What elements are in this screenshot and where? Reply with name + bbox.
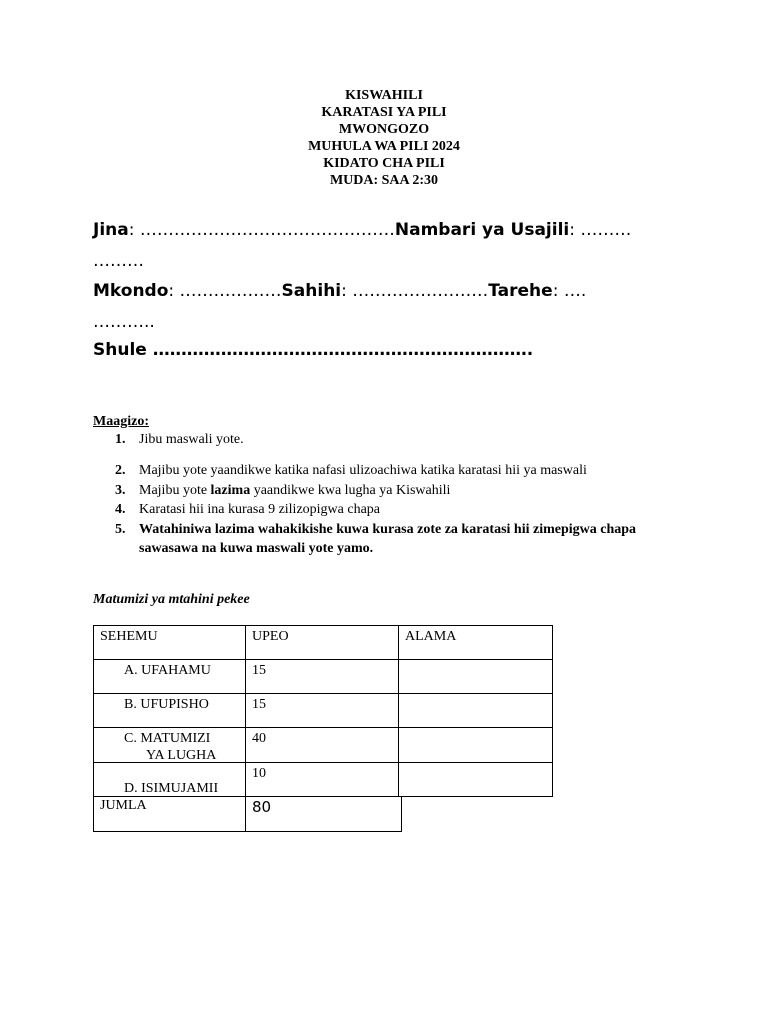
school-label: Shule (93, 340, 153, 360)
table-row-max: 40 (245, 727, 399, 763)
name-label: Jina (93, 220, 129, 240)
table-header-section: SEHEMU (93, 625, 246, 660)
name-field[interactable]: : ……………………………………… (128, 220, 395, 240)
table-header-score: ALAMA (398, 625, 553, 660)
instruction-text: Majibu yote yaandikwe katika nafasi ulizoachiwa katika karatasi hii ya maswali (139, 463, 587, 478)
table-total-value: 80 (245, 796, 402, 832)
instruction-text: Watahiniwa lazima wahakikishe kuwa kurasa zote za karatasi hii zimepigwa chapa sawasawa na kuwa maswali yote yamo. (139, 522, 637, 556)
table-row-max: 15 (245, 659, 399, 694)
table-row-section: C. MATUMIZI YA LUGHA (93, 727, 246, 763)
exam-header (0, 87, 768, 189)
instruction-number: 5. (115, 522, 126, 537)
instructions-title: Maagizo: (93, 414, 149, 429)
instruction-number: 1. (115, 432, 126, 447)
name-reg-line (93, 220, 631, 240)
table-row-section: B. UFUPISHO (93, 693, 246, 728)
table-row-score[interactable] (398, 762, 553, 797)
instruction-text: Jibu maswali yote. (139, 432, 244, 447)
table-header-max: UPEO (245, 625, 399, 660)
stream-label: Mkondo (93, 281, 169, 301)
table-row-section: A. UFAHAMU (93, 659, 246, 694)
stream-sign-date-line (93, 281, 586, 301)
date-field[interactable]: : …. (552, 281, 587, 301)
reg-field-cont[interactable]: ……… (93, 251, 144, 271)
term-title: MUHULA WA PILI 2024 (308, 139, 460, 154)
school-field[interactable]: …………………………………………………………. (152, 340, 534, 360)
table-row-section-cont: YA LUGHA (146, 748, 217, 763)
instruction-text: Majibu yote lazima yaandikwe kwa lugha ya Kiswahili (139, 483, 451, 498)
reg-label: Nambari ya Usajili (394, 220, 570, 240)
reg-field[interactable]: : ……… (569, 220, 632, 240)
emphasis-word: lazima (210, 483, 251, 498)
table-row-section: D. ISIMUJAMII (93, 762, 246, 797)
table-row-score[interactable] (398, 659, 553, 694)
school-line (93, 340, 533, 360)
table-row-score[interactable] (398, 693, 553, 728)
table-row-score[interactable] (398, 727, 553, 763)
instruction-number: 4. (115, 502, 126, 517)
instruction-text: Karatasi hii ina kurasa 9 zilizopigwa chapa (139, 502, 381, 517)
instruction-number: 3. (115, 483, 126, 498)
form-title: KIDATO CHA PILI (323, 156, 445, 171)
table-caption: Matumizi ya mtahini pekee (93, 592, 250, 607)
subject-title: KISWAHILI (345, 88, 423, 103)
date-field-cont[interactable]: ……….. (93, 312, 155, 332)
duration-text: MUDA: SAA 2:30 (329, 173, 439, 188)
table-row-max: 15 (245, 693, 399, 728)
sign-label: Sahihi (281, 281, 342, 301)
paper-title: KARATASI YA PILI (321, 105, 447, 120)
sign-field[interactable]: : …………………… (341, 281, 489, 301)
paper-type: MWONGOZO (338, 122, 430, 137)
date-label: Tarehe (488, 281, 553, 301)
table-total-label: JUMLA (93, 796, 246, 832)
instruction-number: 2. (115, 463, 126, 478)
table-row-max: 10 (245, 762, 399, 797)
stream-field[interactable]: : ……………… (168, 281, 282, 301)
